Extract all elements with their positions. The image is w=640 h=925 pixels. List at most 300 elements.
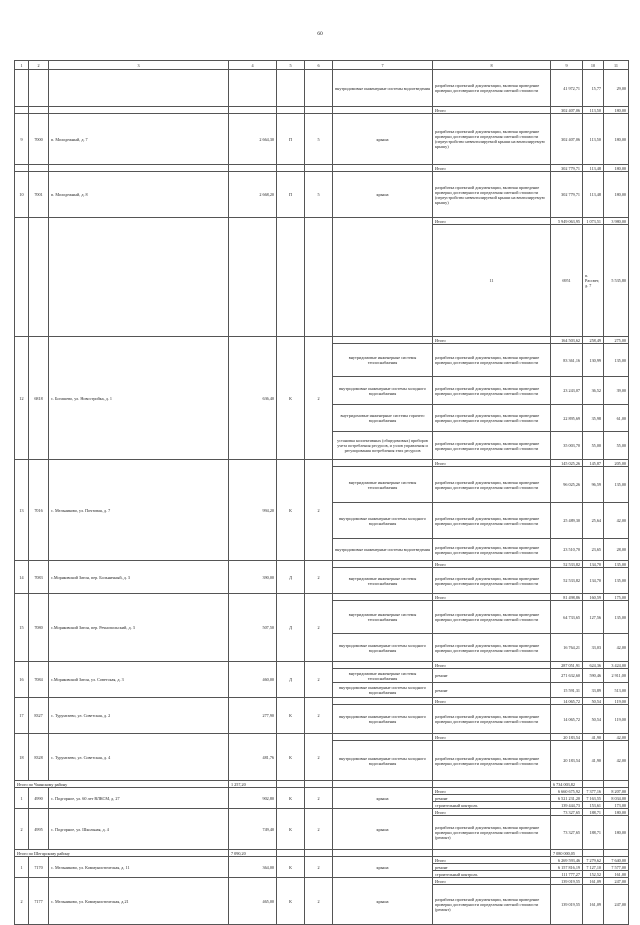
table-cell: Итого: [433, 594, 551, 601]
table-cell: 17: [15, 698, 29, 734]
table-cell: установка коллективных (общедомовых) приборов учета потребления ресурсов, и узлов управления и регулирования потребления этих ресурсов: [333, 432, 433, 460]
table-cell: 513,00: [604, 683, 629, 698]
table-cell: 13: [15, 460, 29, 561]
table-cell: [277, 107, 305, 114]
table-cell: 188,71: [583, 816, 604, 850]
table-cell: разработка проектной документации, включая проведение проверки достоверности определения сметной стоимости: [433, 503, 551, 539]
table-cell: 1 073,51: [583, 218, 604, 225]
table-cell: 18: [15, 734, 29, 781]
table-cell: 55,00: [604, 432, 629, 460]
table-cell: 135,00: [604, 561, 629, 568]
table-cell: 2: [305, 698, 333, 734]
table-cell: 161,09: [583, 878, 604, 885]
table-cell: разработка проектной документации, включая проведение проверки достоверности определения сметной стоимости: [433, 539, 551, 561]
table-cell: 113,48: [583, 165, 604, 172]
table-cell: [277, 70, 305, 107]
table-cell: 1: [15, 788, 29, 809]
table-cell: К: [277, 460, 305, 561]
table-cell: Итого: [433, 218, 551, 225]
table-cell: 287 051,91: [551, 662, 583, 669]
table-cell: 5: [305, 114, 333, 165]
table-cell: строительный контроль: [433, 802, 551, 809]
page-number: 60: [317, 31, 323, 37]
table-cell: 624,36: [583, 662, 604, 669]
table-cell: 1: [15, 857, 29, 878]
table-row: [15, 114, 629, 165]
table-cell: [277, 218, 305, 337]
table-cell: внутридомовые инженерные системы холодного водоснабжения: [333, 683, 433, 698]
table-cell: 2 911,00: [604, 669, 629, 683]
table-cell: 175,00: [604, 594, 629, 601]
table-cell: 35,98: [583, 405, 604, 432]
table-cell: 33,89: [583, 683, 604, 698]
table-cell: 41,90: [583, 741, 604, 781]
table-cell: Итого: [433, 734, 551, 741]
table-cell: [29, 218, 49, 337]
table-cell: крыша: [333, 857, 433, 878]
table-cell: разработка проектной документации, включая проведение проверки достоверности определения сметной стоимости: [433, 601, 551, 634]
table-cell: Итого по Шегарскому району: [15, 850, 229, 857]
table-cell: разработка проектной документации, включая проведение проверки достоверности определения сметной стоимости: [433, 377, 551, 405]
table-cell: 465,00: [229, 878, 277, 925]
table-cell: 302 407,06: [551, 107, 583, 114]
table-cell: 2: [305, 788, 333, 809]
table-cell: ремонт: [433, 683, 551, 698]
table-cell: Д: [277, 662, 305, 698]
table-cell: 96 025,26: [551, 467, 583, 503]
table-cell: Д: [277, 561, 305, 594]
table-row: [15, 107, 629, 114]
table-cell: 29,00: [604, 70, 629, 107]
table-cell: 41 972,71: [551, 70, 583, 107]
table-cell: 35 003,70: [551, 432, 583, 460]
table-cell: [333, 460, 433, 467]
table-cell: 6818: [29, 337, 49, 460]
table-cell: 7 377,16: [583, 788, 604, 795]
header-col-10: 10: [583, 61, 604, 70]
table-cell: 2: [305, 460, 333, 561]
table-cell: внутридомовые инженерные системы холодного водоснабжения: [333, 503, 433, 539]
table-cell: внутридомовые инженерные системы теплоснабжения: [333, 669, 433, 683]
table-cell: [333, 698, 433, 705]
table-cell: [229, 70, 277, 107]
table-cell: 42,00: [604, 503, 629, 539]
table-cell: 64 733,65: [551, 601, 583, 634]
table-cell: 7 279,62: [583, 857, 604, 864]
table-cell: [333, 165, 433, 172]
table-cell: 180,00: [604, 809, 629, 816]
table-row: [15, 337, 629, 344]
table-cell: 749,40: [229, 809, 277, 850]
table-cell: 902,80: [229, 788, 277, 809]
header-col-1: 1: [15, 61, 29, 70]
table-cell: 1 257,20: [229, 781, 277, 788]
table-cell: 205,00: [604, 460, 629, 467]
table-cell: 139 019,55: [551, 885, 583, 925]
table-cell: 39,00: [604, 377, 629, 405]
table-cell: [333, 107, 433, 114]
table-cell: разработка проектной документации, включая проведение проверки достоверности определения сметной стоимости: [433, 467, 551, 503]
table-cell: 994,20: [229, 460, 277, 561]
table-cell: внутридомовые инженерные системы горячего водоснабжения: [333, 405, 433, 432]
table-cell: 180,00: [604, 114, 629, 165]
table-cell: 275,00: [604, 337, 629, 344]
table-cell: Итого: [433, 698, 551, 705]
table-cell: п. Молодежный, д. 7: [49, 114, 229, 165]
table-cell: 590,46: [583, 669, 604, 683]
capital-repair-table: [14, 60, 629, 925]
table-cell: 6 660 675,92: [551, 788, 583, 795]
table-cell: 507,50: [229, 594, 277, 662]
table-cell: 20 183,54: [551, 734, 583, 741]
table-cell: 20 183,54: [551, 741, 583, 781]
table-cell: [305, 781, 333, 788]
table-cell: 6 734 003,82: [551, 781, 583, 788]
table-cell: разработка проектной документации, включая проведение проверки достоверности определения сметной стоимости: [433, 634, 551, 662]
table-cell: 7170: [29, 857, 49, 878]
table-cell: [433, 850, 551, 857]
table-cell: 2 668,20: [229, 172, 277, 218]
table-row: [15, 218, 629, 225]
header-col-5: 5: [277, 61, 305, 70]
table-cell: [305, 850, 333, 857]
table-cell: 7 090,20: [229, 850, 277, 857]
table-cell: 113,48: [583, 172, 604, 218]
table-cell: К: [277, 857, 305, 878]
table-row: [15, 809, 629, 816]
table-cell: 8 207,00: [604, 788, 629, 795]
table-cell: 7001: [29, 172, 49, 218]
table-cell: внутридомовые инженерные системы теплоснабжения: [333, 601, 433, 634]
table-cell: 2: [305, 857, 333, 878]
table-cell: 55,00: [583, 432, 604, 460]
table-cell: [29, 107, 49, 114]
table-row: [15, 781, 629, 788]
table-cell: 5: [305, 172, 333, 218]
table-cell: разработка проектной документации, включая проведение проверки достоверности определения сметной стоимости (ремонт): [433, 885, 551, 925]
table-cell: [333, 850, 433, 857]
table-cell: [15, 107, 29, 114]
table-cell: 145 025,26: [551, 460, 583, 467]
table-cell: 14: [15, 561, 29, 594]
table-cell: К: [277, 809, 305, 850]
table-cell: К: [277, 337, 305, 460]
table-cell: 83 361,16: [551, 344, 583, 377]
table-cell: крыша: [333, 788, 433, 809]
table-cell: 23 510,70: [551, 539, 583, 561]
table-cell: 130,99: [583, 344, 604, 377]
table-cell: 7177: [29, 878, 49, 925]
table-cell: 2 664,30: [229, 114, 277, 165]
table-cell: Итого: [433, 809, 551, 816]
table-cell: с. Мельниково, ул. Коммунистическая, д.21: [49, 878, 229, 925]
table-cell: 119,00: [604, 698, 629, 705]
table-cell: [333, 561, 433, 568]
table-row: [15, 172, 629, 218]
table-cell: п. Молодежный, д. 8: [49, 172, 229, 218]
table-cell: внутридомовые инженерные системы холодного водоснабжения: [333, 705, 433, 734]
table-cell: крыша: [333, 809, 433, 850]
table-row: [15, 698, 629, 705]
table-cell: 180,00: [604, 165, 629, 172]
table-cell: 7084: [29, 662, 49, 698]
table-cell: разработка проектной документации, включая проведение проверки достоверности определения сметной стоимости: [433, 344, 551, 377]
table-cell: [229, 218, 277, 337]
table-cell: с. Турунтаево, ул. Советская, д. 4: [49, 734, 229, 781]
table-cell: с.Моряковский Затон, пер. Речнопольский, д. 3: [49, 594, 229, 662]
table-cell: 7 577,00: [604, 864, 629, 871]
table-cell: 5 535,80: [604, 225, 629, 337]
table-cell: 271 632,60: [551, 669, 583, 683]
table-cell: 15,77: [583, 70, 604, 107]
table-cell: 302 407,06: [551, 114, 583, 165]
table-row: [15, 561, 629, 568]
table-cell: 22 895,69: [551, 405, 583, 432]
table-cell: 73 327,65: [551, 816, 583, 850]
table-cell: 52 533,82: [551, 568, 583, 594]
table-cell: [29, 70, 49, 107]
table-row: [15, 878, 629, 885]
table-cell: 28,00: [604, 539, 629, 561]
table-cell: [604, 850, 629, 857]
table-cell: с. Мельниково, ул. Коммунистическая, д. 11: [49, 857, 229, 878]
table-cell: 73 327,65: [551, 809, 583, 816]
table-cell: [583, 781, 604, 788]
table-cell: 8328: [29, 734, 49, 781]
table-cell: внутридомовые инженерные системы холодного водоснабжения: [333, 377, 433, 405]
table-cell: [583, 850, 604, 857]
table-cell: 6 521 231,20: [551, 795, 583, 802]
table-cell: 4995: [29, 809, 49, 850]
table-body: [15, 70, 629, 925]
table-cell: 5 949 063,95: [551, 218, 583, 225]
table-cell: Итого по Чаинскому району: [15, 781, 229, 788]
table-cell: [229, 107, 277, 114]
table-row: [15, 594, 629, 601]
table-cell: [15, 70, 29, 107]
table-cell: 2: [305, 662, 333, 698]
table-cell: [333, 734, 433, 741]
table-cell: разработка проектной документации, включая проведение проверки достоверности определения сметной стоимости: [433, 568, 551, 594]
table-cell: 127,56: [583, 601, 604, 634]
table-cell: 7083: [29, 561, 49, 594]
header-col-4: 4: [229, 61, 277, 70]
table-cell: 258,49: [583, 337, 604, 344]
table-cell: 16: [15, 662, 29, 698]
table-cell: 6 269 593,46: [551, 857, 583, 864]
header-row: [15, 61, 629, 70]
table-cell: внутридомовые инженерные системы водоотведения: [333, 70, 433, 107]
table-cell: 14 065,72: [551, 698, 583, 705]
table-cell: 16 764,21: [551, 634, 583, 662]
table-cell: [277, 165, 305, 172]
table-cell: разработка проектной документации, включая проведение проверки достоверности определения сметной стоимости (переустройство невентилируемой крыши на вентилируемую крышу): [433, 114, 551, 165]
header-col-11: 11: [604, 61, 629, 70]
table-cell: внутридомовые инженерные системы холодного водоснабжения: [333, 634, 433, 662]
table-cell: 42,00: [604, 634, 629, 662]
table-cell: разработка проектной документации, включая проведение проверки достоверности определения сметной стоимости: [433, 741, 551, 781]
table-cell: 9: [15, 114, 29, 165]
table-cell: К: [277, 698, 305, 734]
table-cell: П: [277, 172, 305, 218]
table-cell: [333, 662, 433, 669]
table-row: [15, 788, 629, 795]
table-cell: 481,76: [229, 734, 277, 781]
header-col-3: 3: [49, 61, 229, 70]
table-cell: с. Подгорное, ул. 60 лет ВЛКСМ, д. 27: [49, 788, 229, 809]
table-cell: [49, 107, 229, 114]
table-cell: разработка проектной документации, включая проведение проверки достоверности определения сметной стоимости: [433, 405, 551, 432]
table-cell: 6 157 816,19: [551, 864, 583, 871]
table-cell: 2: [305, 561, 333, 594]
table-cell: 2: [15, 878, 29, 925]
table-cell: 52 533,82: [551, 561, 583, 568]
table-cell: 139 019,55: [551, 878, 583, 885]
table-cell: 111 777,27: [551, 871, 583, 878]
table-cell: [229, 165, 277, 172]
table-cell: [305, 70, 333, 107]
table-cell: 180,00: [604, 816, 629, 850]
header-col-2: 2: [29, 61, 49, 70]
table-row: [15, 662, 629, 669]
table-cell: внутридомовые инженерные системы теплоснабжения: [333, 568, 433, 594]
table-cell: 10: [15, 172, 29, 218]
table-cell: 364,00: [229, 857, 277, 878]
table-cell: Итого: [433, 788, 551, 795]
table-cell: [305, 107, 333, 114]
table-cell: 119,00: [604, 705, 629, 734]
table-cell: 23,65: [583, 539, 604, 561]
table-cell: 15: [15, 594, 29, 662]
table-cell: [333, 781, 433, 788]
table-cell: 180,00: [604, 172, 629, 218]
table-cell: 15 591,31: [551, 683, 583, 698]
table-cell: 135,00: [604, 601, 629, 634]
table-cell: [49, 70, 229, 107]
table-cell: 135,00: [604, 344, 629, 377]
table-cell: ремонт: [433, 669, 551, 683]
table-cell: ремонт: [433, 864, 551, 871]
table-cell: 113,50: [583, 107, 604, 114]
table-cell: строительный контроль: [433, 871, 551, 878]
table-cell: внутридомовые инженерные системы холодного водоснабжения: [333, 741, 433, 781]
table-cell: 302 779,71: [551, 172, 583, 218]
table-cell: [277, 781, 305, 788]
table-cell: 247,00: [604, 885, 629, 925]
table-cell: Итого: [433, 662, 551, 669]
table-cell: Итого: [433, 460, 551, 467]
table-row: [15, 460, 629, 467]
header-col-8: 8: [433, 61, 551, 70]
table-cell: разработка проектной документации, включая проведение проверки достоверности определения сметной стоимости: [433, 432, 551, 460]
table-cell: 636,40: [229, 337, 277, 460]
table-cell: 152,52: [583, 871, 604, 878]
table-row: [15, 734, 629, 741]
table-cell: 25 489,30: [551, 503, 583, 539]
table-cell: [277, 850, 305, 857]
table-cell: 180,00: [604, 107, 629, 114]
header-col-9: 9: [551, 61, 583, 70]
table-cell: 7 640,00: [604, 857, 629, 864]
table-cell: 2: [305, 809, 333, 850]
table-cell: 302 779,71: [551, 165, 583, 172]
table-cell: 11: [433, 225, 551, 337]
table-cell: К: [277, 878, 305, 925]
table-cell: с. Турунтаево, ул. Советская, д. 2: [49, 698, 229, 734]
table-cell: 33,03: [583, 634, 604, 662]
table-cell: 153,61: [583, 802, 604, 809]
table-cell: [333, 594, 433, 601]
table-row: [15, 850, 629, 857]
table-cell: 2: [305, 337, 333, 460]
table-cell: [433, 781, 551, 788]
table-cell: 7 127,10: [583, 864, 604, 871]
table-cell: 6951: [551, 225, 583, 337]
table-cell: 2: [305, 594, 333, 662]
table-cell: 145,87: [583, 460, 604, 467]
table-cell: [333, 218, 433, 337]
table-cell: 161,09: [583, 885, 604, 925]
table-cell: [15, 218, 29, 337]
table-cell: с.Моряковский Затон, пер. Больничный, д. 3: [49, 561, 229, 594]
table-cell: п. Рассвет, д. 7: [583, 225, 604, 337]
table-cell: [29, 165, 49, 172]
table-header: [15, 61, 629, 70]
table-cell: 12: [15, 337, 29, 460]
table-cell: 23 243,07: [551, 377, 583, 405]
table-cell: П: [277, 114, 305, 165]
table-cell: 50,54: [583, 698, 604, 705]
table-cell: 135,00: [604, 568, 629, 594]
table-cell: 81 498,86: [551, 594, 583, 601]
table-cell: 8327: [29, 698, 49, 734]
table-row: [15, 857, 629, 864]
table-cell: разработка проектной документации, включая проведение проверки достоверности определения сметной стоимости (ремонт): [433, 816, 551, 850]
table-cell: Итого: [433, 878, 551, 885]
header-col-6: 6: [305, 61, 333, 70]
table-cell: 134,70: [583, 568, 604, 594]
table-cell: 139 444,73: [551, 802, 583, 809]
table-cell: 42,00: [604, 741, 629, 781]
table-cell: 14 065,72: [551, 705, 583, 734]
table-cell: 188,71: [583, 809, 604, 816]
table-cell: Д: [277, 594, 305, 662]
table-cell: 134,70: [583, 561, 604, 568]
table-cell: 7016: [29, 460, 49, 561]
table-cell: [333, 337, 433, 344]
table-cell: 50,54: [583, 705, 604, 734]
table-cell: с. Богашево, ул. Новостройка, д. 1: [49, 337, 229, 460]
table-cell: 25,64: [583, 503, 604, 539]
table-row: [15, 165, 629, 172]
table-cell: внутридомовые инженерные системы теплоснабжения: [333, 467, 433, 503]
table-cell: 135,00: [604, 467, 629, 503]
table-cell: 161,00: [604, 871, 629, 878]
table-cell: разработка проектной документации, включая проведение проверки достоверности определения сметной стоимости (переустройство невентилируемой крыши на вентилируемую крышу): [433, 172, 551, 218]
table-cell: 4990: [29, 788, 49, 809]
table-cell: с. Мельниково, ул. Почтовая, д. 7: [49, 460, 229, 561]
table-cell: [15, 165, 29, 172]
table-cell: 277,90: [229, 698, 277, 734]
table-cell: Итого: [433, 561, 551, 568]
table-cell: 36,52: [583, 377, 604, 405]
table-cell: 3 980,00: [604, 218, 629, 225]
table-cell: 247,00: [604, 878, 629, 885]
table-cell: крыша: [333, 114, 433, 165]
table-cell: [305, 165, 333, 172]
table-cell: 3 424,00: [604, 662, 629, 669]
table-cell: 2: [305, 734, 333, 781]
